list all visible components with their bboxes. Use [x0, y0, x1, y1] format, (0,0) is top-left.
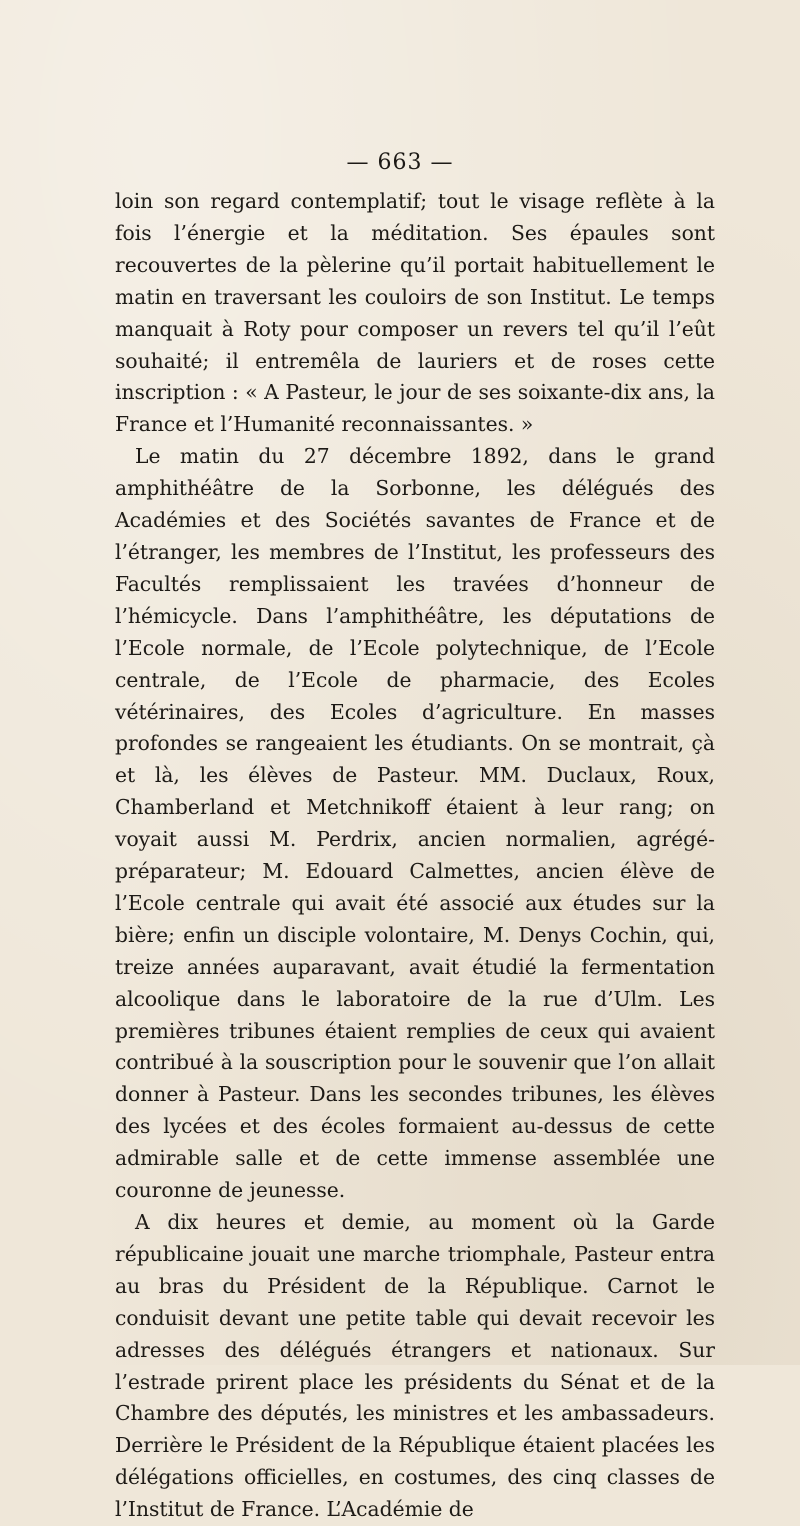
paragraph-3: A dix heures et demie, au moment où la Garde républicaine jouait une marche triomphale, Pasteur entra au bras du Président de la République. Carnot le conduisit devant une petite table qui devait recevoir les adresses des délégués étrangers et nationaux. Sur l’estrade prirent place les présidents du Sénat et de la Chambre des députés, les ministres et les ambassadeurs. Derrière le Président de la République étaient placées les délégations officielles, en costumes, des cinq classes de l’Institut de France. L’Académie de: [115, 1210, 715, 1522]
page-number: — 663 —: [346, 150, 454, 175]
paragraph-1: loin son regard contemplatif; tout le visage reflète à la fois l’énergie et la méditation. Ses épaules sont recouvertes de la pèlerine qu’il portait habituellement le matin en traversant les couloirs de son Institut. Le temps manquait à Roty pour composer un revers tel qu’il l’eût souhaité; il entremêla de lauriers et de roses cette inscription : « A Pasteur, le jour de ses soixante-dix ans, la France et l’Humanité reconnaissantes. »: [115, 189, 715, 437]
paragraph-2: Le matin du 27 décembre 1892, dans le grand amphithéâtre de la Sorbonne, les délégués des Académies et des Sociétés savantes de France et de l’étranger, les membres de l’Institut, les professeurs des Facultés remplissaient les travées d’honneur de l’hémicycle. Dans l’amphithéâtre, les députations de l’Ecole normale, de l’Ecole polytechnique, de l’Ecole centrale, de l’Ecole de pharmacie, des Ecoles vétérinaires, des Ecoles d’agriculture. En masses profondes se rangeaient les étudiants. On se montrait, çà et là, les élèves de Pasteur. MM. Duclaux, Roux, Chamberland et Metchnikoff étaient à leur rang; on voyait aussi M. Perdrix, ancien normalien, agrégé-préparateur; M. Edouard Calmettes, ancien élève de l’Ecole centrale qui avait été associé aux études sur la bière; enfin un disciple volontaire, M. Denys Cochin, qui, treize années auparavant, avait étudié la fermentation alcoolique dans le laboratoire de la rue d’Ulm. Les premières tribunes étaient remplies de ceux qui avaient contribué à la souscription pour le souvenir que l’on allait donner à Pasteur. Dans les secondes tribunes, les élèves des lycées et des écoles formaient au-dessus de cette admirable salle et de cette immense assemblée une couronne de jeunesse.: [115, 444, 715, 1203]
body-text: [115, 186, 715, 1526]
